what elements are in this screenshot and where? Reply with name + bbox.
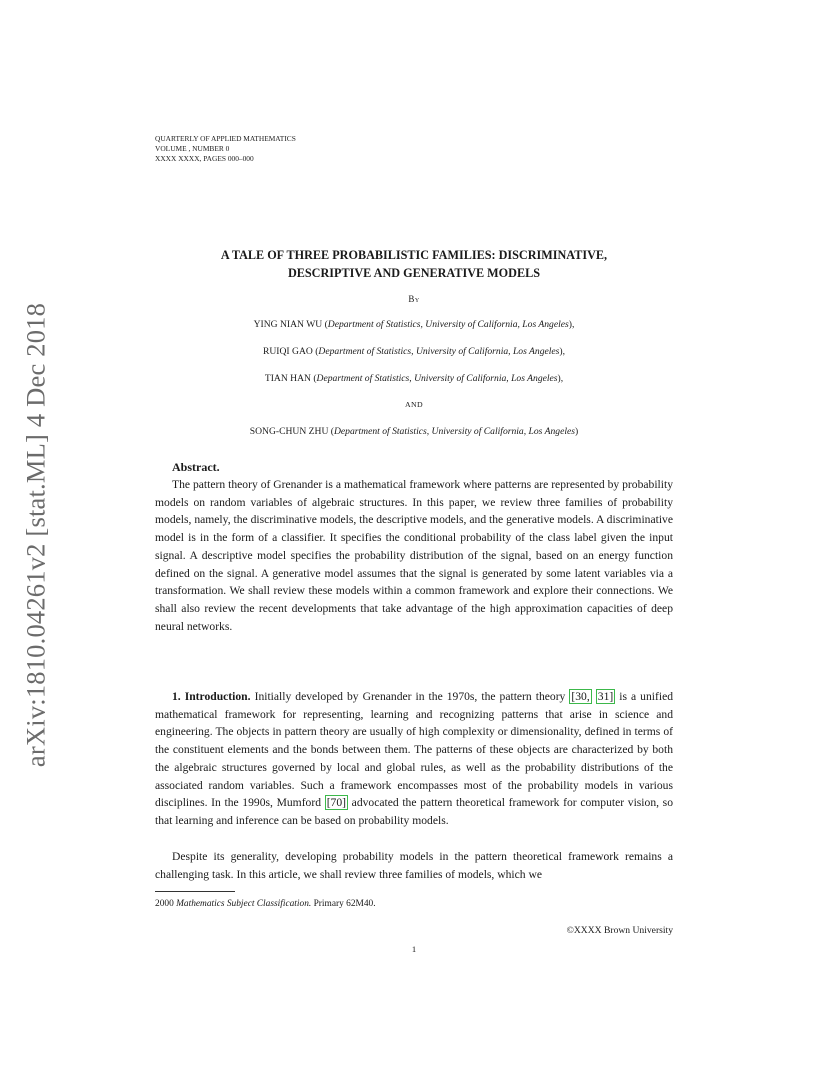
journal-name: QUARTERLY OF APPLIED MATHEMATICS [155,134,296,143]
author-affiliation: Department of Statistics, University of California, Los Angeles [318,346,560,357]
author-1: YING NIAN WU (Department of Statistics, University of California, Los Angeles), [253,319,575,330]
journal-header [155,134,296,164]
by-label: By [408,294,420,304]
journal-pages: XXXX XXXX, PAGES 000–000 [155,154,254,163]
paper-title [150,246,678,282]
citation-link[interactable]: [30, [571,690,590,703]
citation-link[interactable]: [70] [326,796,347,810]
introduction-paragraph-2: Despite its generality, developing probability models in the pattern theoretical framework remains a challenging task. In this article, we shall review three families of models, which we [155,850,673,881]
author-name: YING NIAN WU [253,319,323,330]
and-label: AND [404,400,424,409]
author-4: SONG-CHUN ZHU (Department of Statistics, University of California, Los Angeles) [249,426,579,437]
introduction-paragraph-1: 1. Introduction. Initially developed by Grenander in the 1970s, the pattern theory [30, 31] is a unified mathematical framework for representing, learning and recognizing patterns that arise in science and engineering. The objects in pattern theory are usually of high complexity or dimensionality, defined in terms of the constituent elements and the bonds between them. The patterns of these objects are characterized by both the algebraic structures governed by local and global rules, as well as the probability distributions of the associated random variables. Such a framework encompasses most of the probability models in various disciplines. In the 1990s, Mumford [70] advocated the pattern theoretical framework for computer vision, so that learning and inference can be based on probability models. [155,690,674,827]
abstract-heading: Abstract. [172,460,220,474]
title-line-1: A TALE OF THREE PROBABILISTIC FAMILIES: DISCRIMINATIVE, [220,248,608,262]
author-2: RUIQI GAO (Department of Statistics, University of California, Los Angeles), [262,346,566,357]
author-affiliation: Department of Statistics, University of California, Los Angeles [316,373,558,384]
author-name: RUIQI GAO [262,346,313,357]
journal-volume: VOLUME , NUMBER 0 [155,144,230,153]
page-number: 1 [411,944,417,954]
author-name: SONG-CHUN ZHU [249,426,329,437]
abstract-body: The pattern theory of Grenander is a mathematical framework where patterns are represented by probability models on random variables of algebraic structures. In this paper, we review three families of probability models, namely, the discriminative models, the descriptive models, and the generative models. A discriminative model is in the form of a classifier. It specifies the conditional probability of the class label given the input signal. A descriptive model specifies the probability distribution of the signal, based on an energy function defined on the signal. A generative model assumes that the signal is generated by some latent variables via a transformation. We shall review these models within a common framework and explore their connections. We shall also review the recent developments that take advantage of the high approximation capacities of deep neural networks. [155,478,673,633]
author-name: TIAN HAN [264,373,311,384]
author-affiliation: Department of Statistics, University of California, Los Angeles [334,426,575,437]
footnote: 2000 Mathematics Subject Classification. Primary 62M40. [155,899,376,909]
citation-link[interactable]: 31] [597,690,614,703]
section-heading: 1. Introduction. [172,690,251,703]
arxiv-identifier: arXiv:1810.04261v2 [stat.ML] 4 Dec 2018 [20,302,51,768]
author-3: TIAN HAN (Department of Statistics, University of California, Los Angeles), [264,373,564,384]
footnote-rule [155,891,235,892]
author-affiliation: Department of Statistics, University of California, Los Angeles [327,319,569,330]
copyright-notice: ©XXXX Brown University [566,925,673,936]
title-line-2: DESCRIPTIVE AND GENERATIVE MODELS [287,266,541,280]
